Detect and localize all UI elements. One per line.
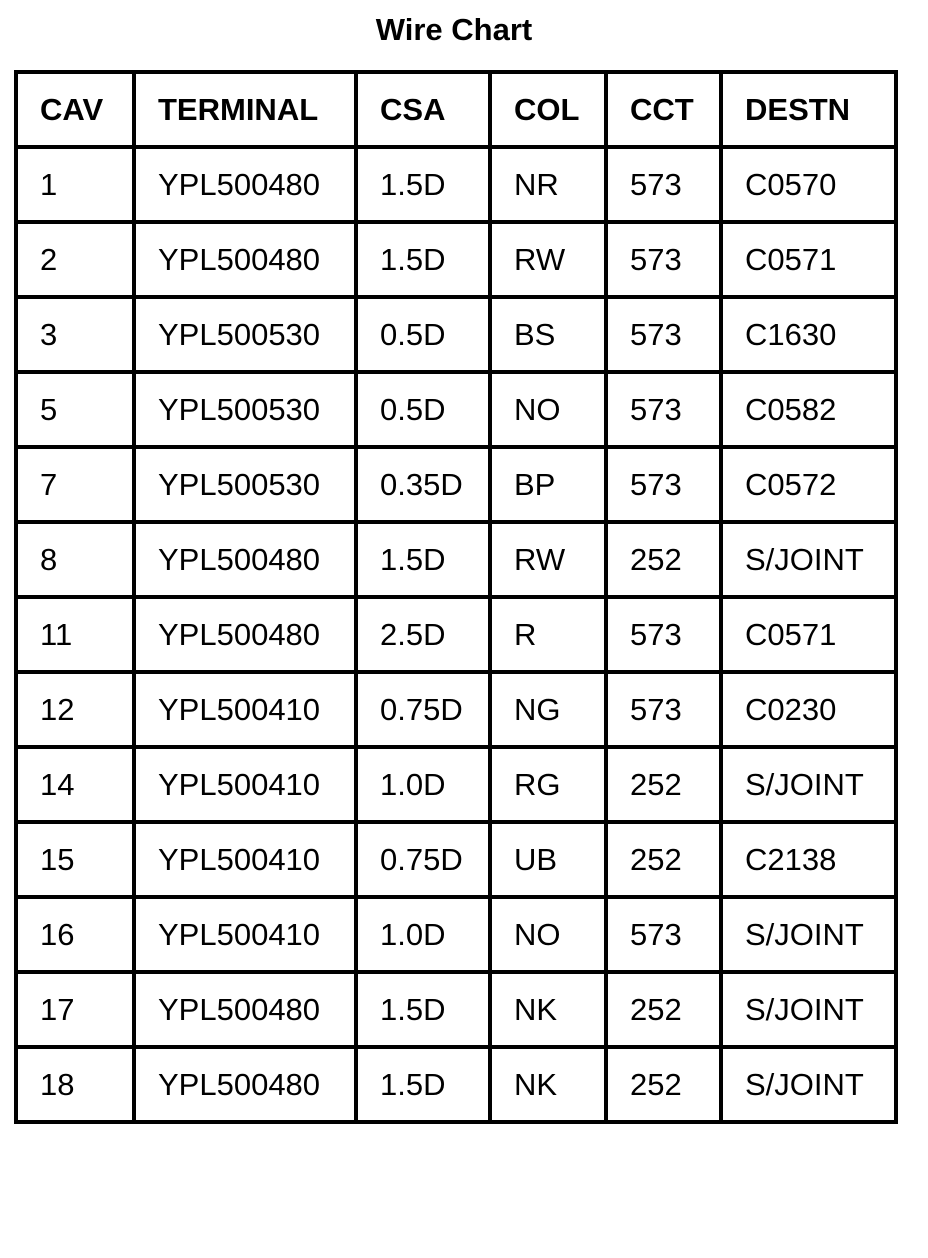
cell-destn: C0582 (721, 372, 896, 447)
cell-csa: 0.35D (356, 447, 490, 522)
cell-terminal: YPL500530 (134, 447, 356, 522)
cell-cct: 573 (606, 297, 721, 372)
cell-csa: 1.5D (356, 522, 490, 597)
cell-col: NG (490, 672, 606, 747)
cell-col: NK (490, 972, 606, 1047)
cell-cct: 573 (606, 672, 721, 747)
cell-col: RG (490, 747, 606, 822)
cell-cav: 12 (16, 672, 134, 747)
table-row (16, 222, 896, 297)
cell-cav: 2 (16, 222, 134, 297)
table-header-row (16, 72, 896, 147)
cell-col: NK (490, 1047, 606, 1122)
cell-destn: S/JOINT (721, 897, 896, 972)
cell-col: R (490, 597, 606, 672)
table-row (16, 747, 896, 822)
cell-cav: 11 (16, 597, 134, 672)
cell-terminal: YPL500480 (134, 1047, 356, 1122)
cell-terminal: YPL500530 (134, 372, 356, 447)
cell-col: RW (490, 222, 606, 297)
cell-cct: 573 (606, 897, 721, 972)
cell-col: NO (490, 372, 606, 447)
cell-cav: 17 (16, 972, 134, 1047)
table-row (16, 897, 896, 972)
cell-terminal: YPL500480 (134, 972, 356, 1047)
table-row (16, 1047, 896, 1122)
cell-cct: 573 (606, 222, 721, 297)
table-row (16, 297, 896, 372)
cell-cav: 3 (16, 297, 134, 372)
cell-terminal: YPL500480 (134, 597, 356, 672)
cell-col: BS (490, 297, 606, 372)
cell-csa: 0.75D (356, 822, 490, 897)
table-row (16, 597, 896, 672)
cell-destn: C0571 (721, 222, 896, 297)
cell-terminal: YPL500480 (134, 222, 356, 297)
page-title: Wire Chart (375, 12, 533, 47)
cell-cct: 573 (606, 147, 721, 222)
cell-cav: 14 (16, 747, 134, 822)
cell-cct: 252 (606, 522, 721, 597)
cell-csa: 2.5D (356, 597, 490, 672)
cell-cct: 252 (606, 972, 721, 1047)
cell-cct: 252 (606, 747, 721, 822)
cell-cct: 252 (606, 822, 721, 897)
cell-csa: 1.0D (356, 747, 490, 822)
table-row (16, 372, 896, 447)
cell-cct: 573 (606, 372, 721, 447)
table-row (16, 147, 896, 222)
cell-destn: C0570 (721, 147, 896, 222)
cell-col: NO (490, 897, 606, 972)
table-row (16, 672, 896, 747)
cell-terminal: YPL500530 (134, 297, 356, 372)
cell-destn: S/JOINT (721, 972, 896, 1047)
cell-terminal: YPL500410 (134, 822, 356, 897)
cell-csa: 1.5D (356, 972, 490, 1047)
cell-csa: 0.5D (356, 372, 490, 447)
header-csa: CSA (356, 72, 490, 147)
header-cct: CCT (606, 72, 721, 147)
cell-cav: 1 (16, 147, 134, 222)
cell-csa: 0.75D (356, 672, 490, 747)
cell-cct: 252 (606, 1047, 721, 1122)
cell-col: BP (490, 447, 606, 522)
cell-terminal: YPL500410 (134, 672, 356, 747)
table-body (16, 147, 896, 1122)
cell-destn: C0571 (721, 597, 896, 672)
cell-csa: 1.5D (356, 147, 490, 222)
cell-terminal: YPL500410 (134, 747, 356, 822)
cell-destn: C2138 (721, 822, 896, 897)
cell-destn: C0230 (721, 672, 896, 747)
table-row (16, 972, 896, 1047)
header-cav: CAV (16, 72, 134, 147)
cell-destn: S/JOINT (721, 1047, 896, 1122)
table-row (16, 822, 896, 897)
header-destn: DESTN (721, 72, 896, 147)
cell-destn: S/JOINT (721, 522, 896, 597)
cell-cav: 5 (16, 372, 134, 447)
cell-cav: 16 (16, 897, 134, 972)
cell-col: UB (490, 822, 606, 897)
cell-cct: 573 (606, 447, 721, 522)
cell-terminal: YPL500480 (134, 522, 356, 597)
cell-csa: 0.5D (356, 297, 490, 372)
cell-destn: C0572 (721, 447, 896, 522)
cell-terminal: YPL500410 (134, 897, 356, 972)
cell-csa: 1.5D (356, 222, 490, 297)
header-col: COL (490, 72, 606, 147)
cell-col: RW (490, 522, 606, 597)
cell-cav: 18 (16, 1047, 134, 1122)
cell-destn: S/JOINT (721, 747, 896, 822)
cell-cct: 573 (606, 597, 721, 672)
table-row (16, 447, 896, 522)
header-terminal: TERMINAL (134, 72, 356, 147)
cell-cav: 7 (16, 447, 134, 522)
wire-chart-table (14, 70, 898, 1124)
cell-destn: C1630 (721, 297, 896, 372)
cell-csa: 1.0D (356, 897, 490, 972)
cell-cav: 8 (16, 522, 134, 597)
table-row (16, 522, 896, 597)
cell-cav: 15 (16, 822, 134, 897)
cell-terminal: YPL500480 (134, 147, 356, 222)
cell-csa: 1.5D (356, 1047, 490, 1122)
cell-col: NR (490, 147, 606, 222)
